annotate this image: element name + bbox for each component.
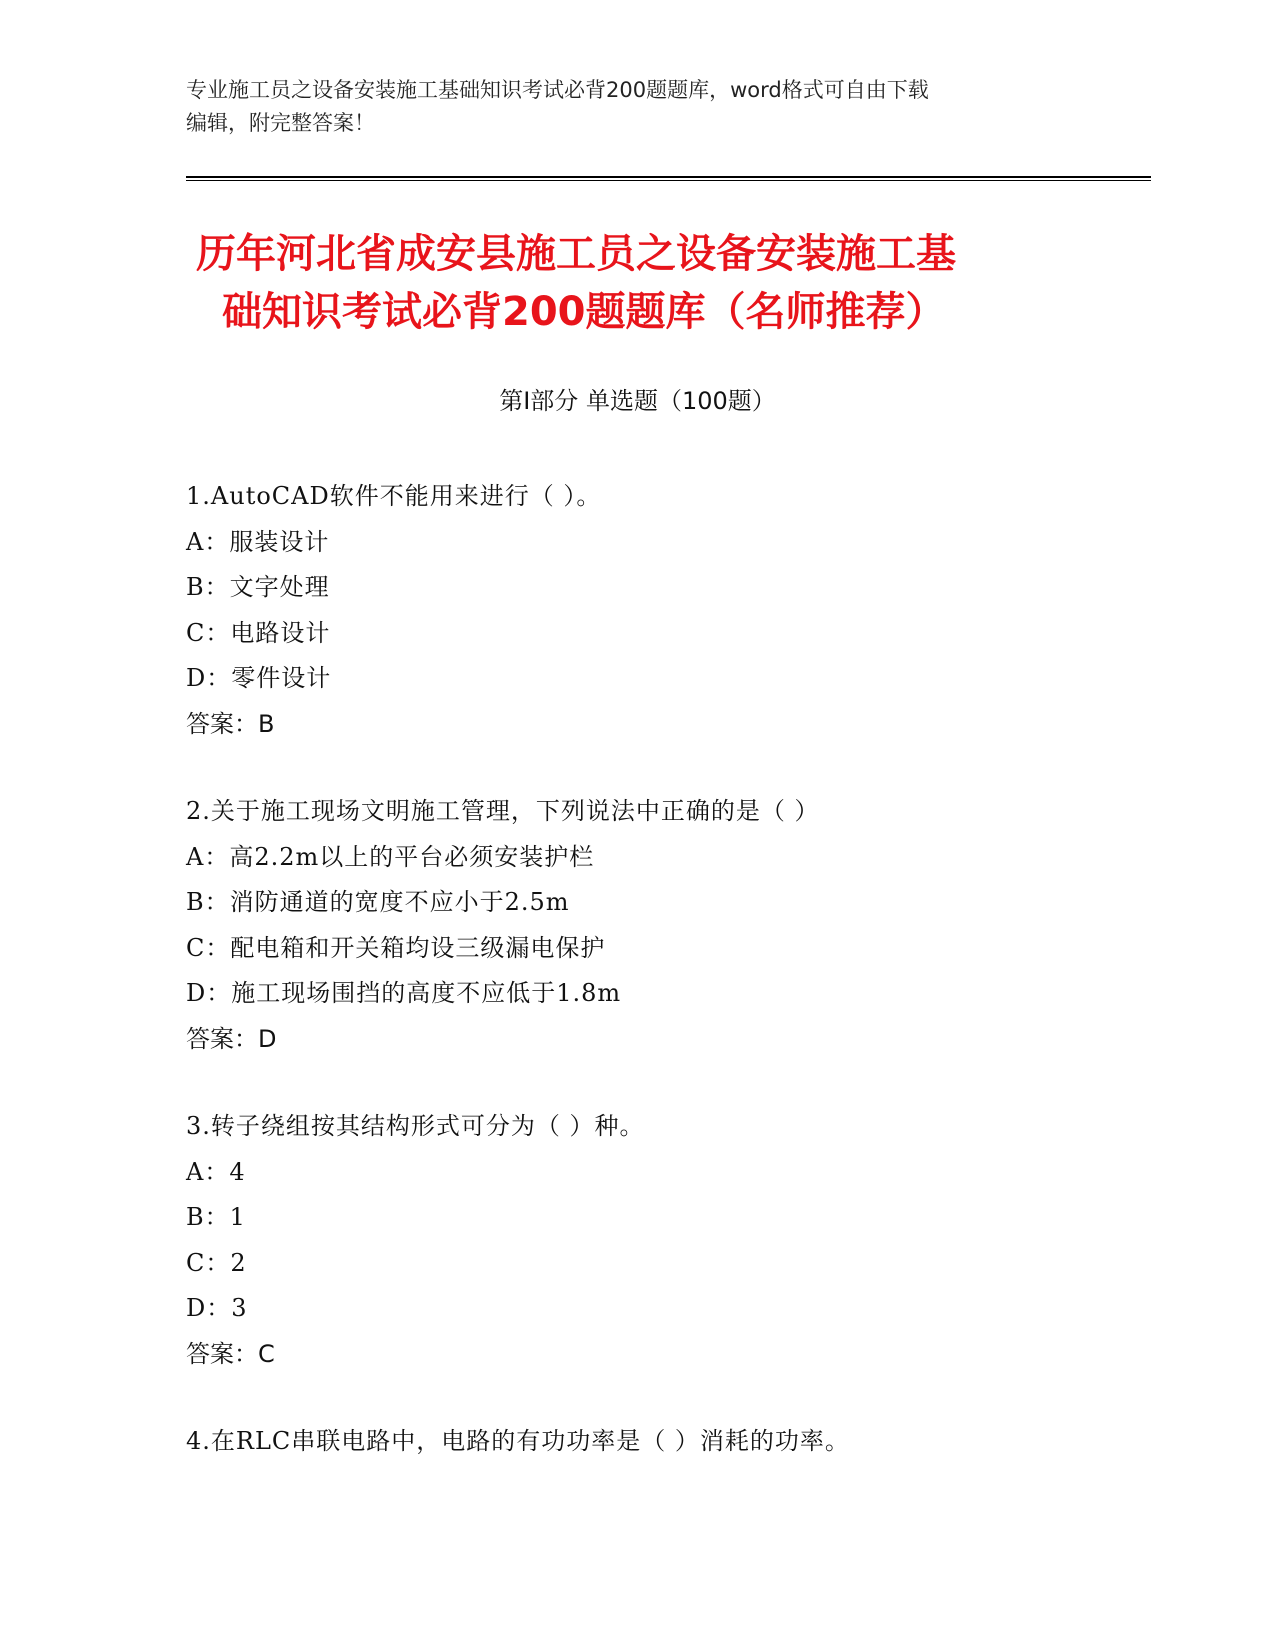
question-stem: 2.关于施工现场文明施工管理，下列说法中正确的是（ ）: [186, 797, 820, 825]
document-title-line-1: 历年河北省成安县施工员之设备安装施工基: [196, 231, 956, 277]
question-answer: 答案：C: [186, 1339, 275, 1368]
question-option: D：施工现场围挡的高度不应低于1.8m: [186, 979, 622, 1007]
page-header: [186, 74, 1086, 140]
question-stem: 3.转子绕组按其结构形式可分为（ ）种。: [186, 1112, 645, 1140]
question-option: A：高2.2m以上的平台必须安装护栏: [186, 842, 595, 871]
question-item: [186, 1419, 1146, 1465]
question-item: [186, 474, 1146, 747]
question-option: C：2: [186, 1248, 247, 1277]
question-answer: 答案：B: [186, 709, 275, 738]
section-heading: 第Ⅰ部分 单选题（100题）: [499, 387, 776, 415]
question-option: B：消防通道的宽度不应小于2.5m: [186, 888, 570, 916]
question-option: B：1: [186, 1203, 246, 1231]
question-item: [186, 789, 1146, 1062]
question-stem: 4.在RLC串联电路中，电路的有功功率是（ ）消耗的功率。: [186, 1427, 850, 1455]
question-option: C：电路设计: [186, 618, 331, 647]
question-answer: 答案：D: [186, 1024, 277, 1053]
header-description-line-2: 编辑，附完整答案！: [186, 111, 375, 135]
question-option: D：零件设计: [186, 664, 332, 692]
header-description-line-1: 专业施工员之设备安装施工基础知识考试必背200题题库，word格式可自由下载: [186, 78, 929, 102]
question-item: [186, 1104, 1146, 1377]
question-stem: 1.AutoCAD软件不能用来进行（ ）。: [186, 482, 602, 510]
question-option: D：3: [186, 1294, 248, 1322]
question-list: [186, 474, 1146, 1465]
document-title-line-2: 础知识考试必背200题题库（名师推荐）: [222, 289, 946, 335]
question-option: A：4: [186, 1157, 246, 1186]
question-option: A：服装设计: [186, 527, 330, 556]
document-title: [196, 225, 1096, 341]
question-option: B：文字处理: [186, 573, 330, 601]
header-divider: [186, 176, 1151, 181]
question-option: C：配电箱和开关箱均设三级漏电保护: [186, 933, 606, 962]
